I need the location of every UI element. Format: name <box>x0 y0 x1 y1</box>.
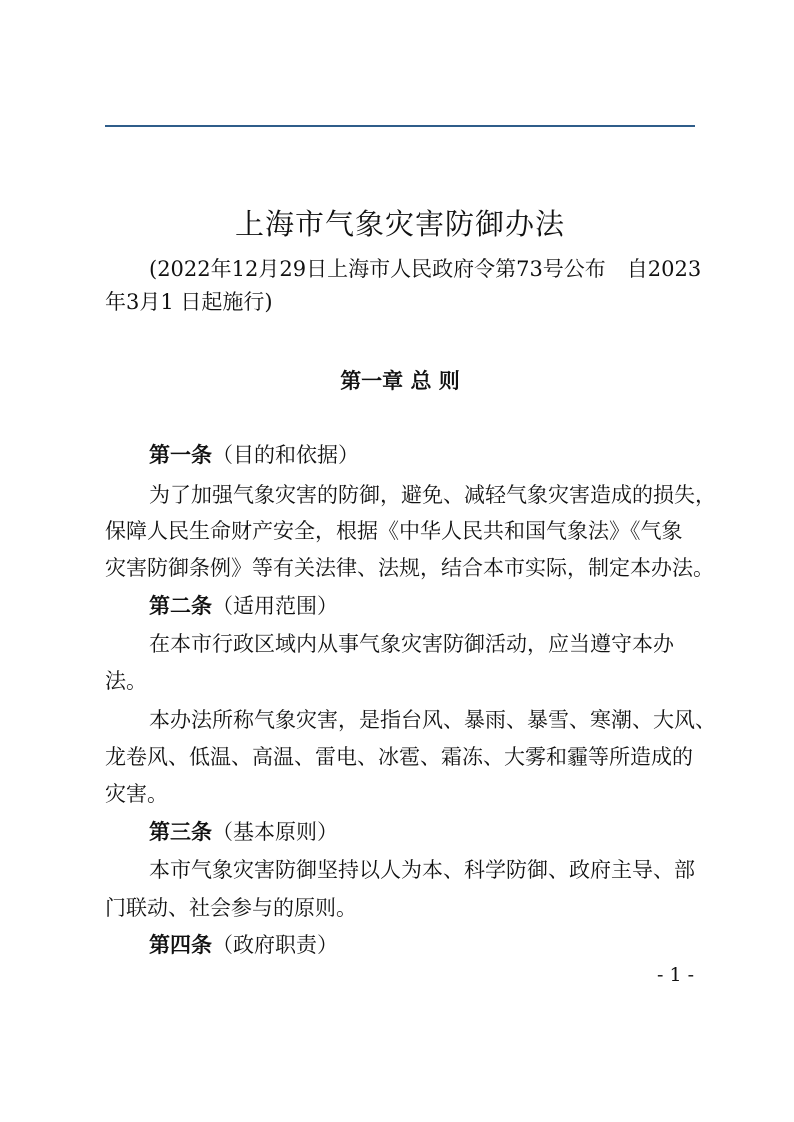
article-1-line-3: 灾害防御条例》等有关法律、法规，结合本市实际，制定本办法。 <box>105 556 714 580</box>
article-3-line-2: 门联动、社会参与的原则。 <box>105 896 357 920</box>
article-4-number: 第四条 <box>149 933 212 957</box>
article-2-line-1: 在本市行政区域内从事气象灾害防御活动，应当遵守本办 <box>149 632 674 656</box>
article-1-line-2: 保障人民生命财产安全，根据《中华人民共和国气象法》《气象 <box>105 519 683 543</box>
article-2-line-2: 法。 <box>105 669 147 693</box>
article-2-line-5: 灾害。 <box>105 782 168 806</box>
article-3-heading <box>149 817 338 847</box>
article-3-title: （基本原则） <box>212 820 338 844</box>
article-1-title: （目的和依据） <box>212 443 359 467</box>
article-2-line-3: 本办法所称气象灾害，是指台风、暴雨、暴雪、寒潮、大风、 <box>149 708 716 732</box>
article-4-heading <box>149 930 338 960</box>
article-2-number: 第二条 <box>149 594 212 618</box>
page-number: - 1 - <box>656 964 694 986</box>
document-title: 上海市气象灾害防御办法 <box>234 207 565 241</box>
article-2-line-4: 龙卷风、低温、高温、雷电、冰雹、霜冻、大雾和霾等所造成的 <box>105 745 693 769</box>
article-1-line-1: 为了加强气象灾害的防御，避免、减轻气象灾害造成的损失， <box>149 483 716 507</box>
article-1-heading <box>149 440 359 470</box>
promulgation-line-2: 年3月1 日起施行) <box>105 290 273 314</box>
article-2-title: （适用范围） <box>212 594 338 618</box>
promulgation-line-1: (2022年12月29日上海市人民政府令第73号公布 自2023 <box>149 257 702 281</box>
chapter-title: 第一章 总 则 <box>340 369 460 393</box>
article-4-title: （政府职责） <box>212 933 338 957</box>
article-1-number: 第一条 <box>149 443 212 467</box>
article-3-number: 第三条 <box>149 820 212 844</box>
header-rule <box>105 125 695 127</box>
article-2-heading <box>149 591 338 621</box>
article-3-line-1: 本市气象灾害防御坚持以人为本、科学防御、政府主导、部 <box>149 858 695 882</box>
